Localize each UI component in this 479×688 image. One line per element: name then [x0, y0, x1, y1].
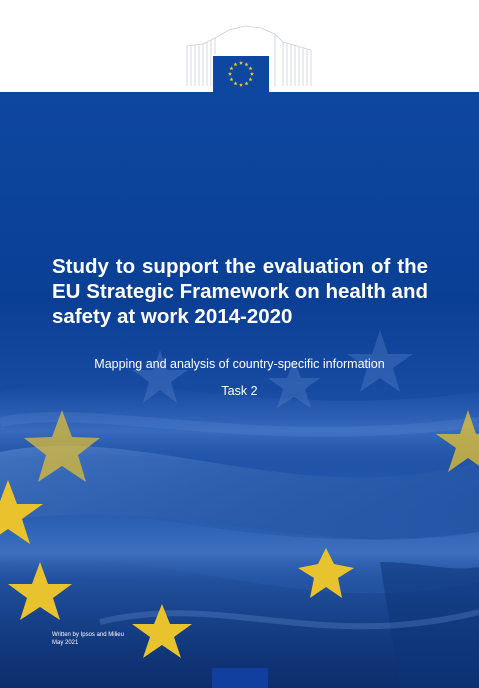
document-title: Study to support the evaluation of the EU Strategic Framework on health and safety at work 2014-2020	[52, 255, 428, 328]
task-label: Task 2	[221, 384, 258, 398]
eu-flag-icon	[213, 56, 269, 92]
bottom-tab	[212, 668, 268, 688]
cover-footer	[52, 631, 124, 647]
publication-date: May 2021	[52, 640, 79, 646]
document-subtitle: Mapping and analysis of country-specific information	[94, 357, 385, 371]
author-credit: Written by Ipsos and Milieu	[52, 632, 124, 638]
